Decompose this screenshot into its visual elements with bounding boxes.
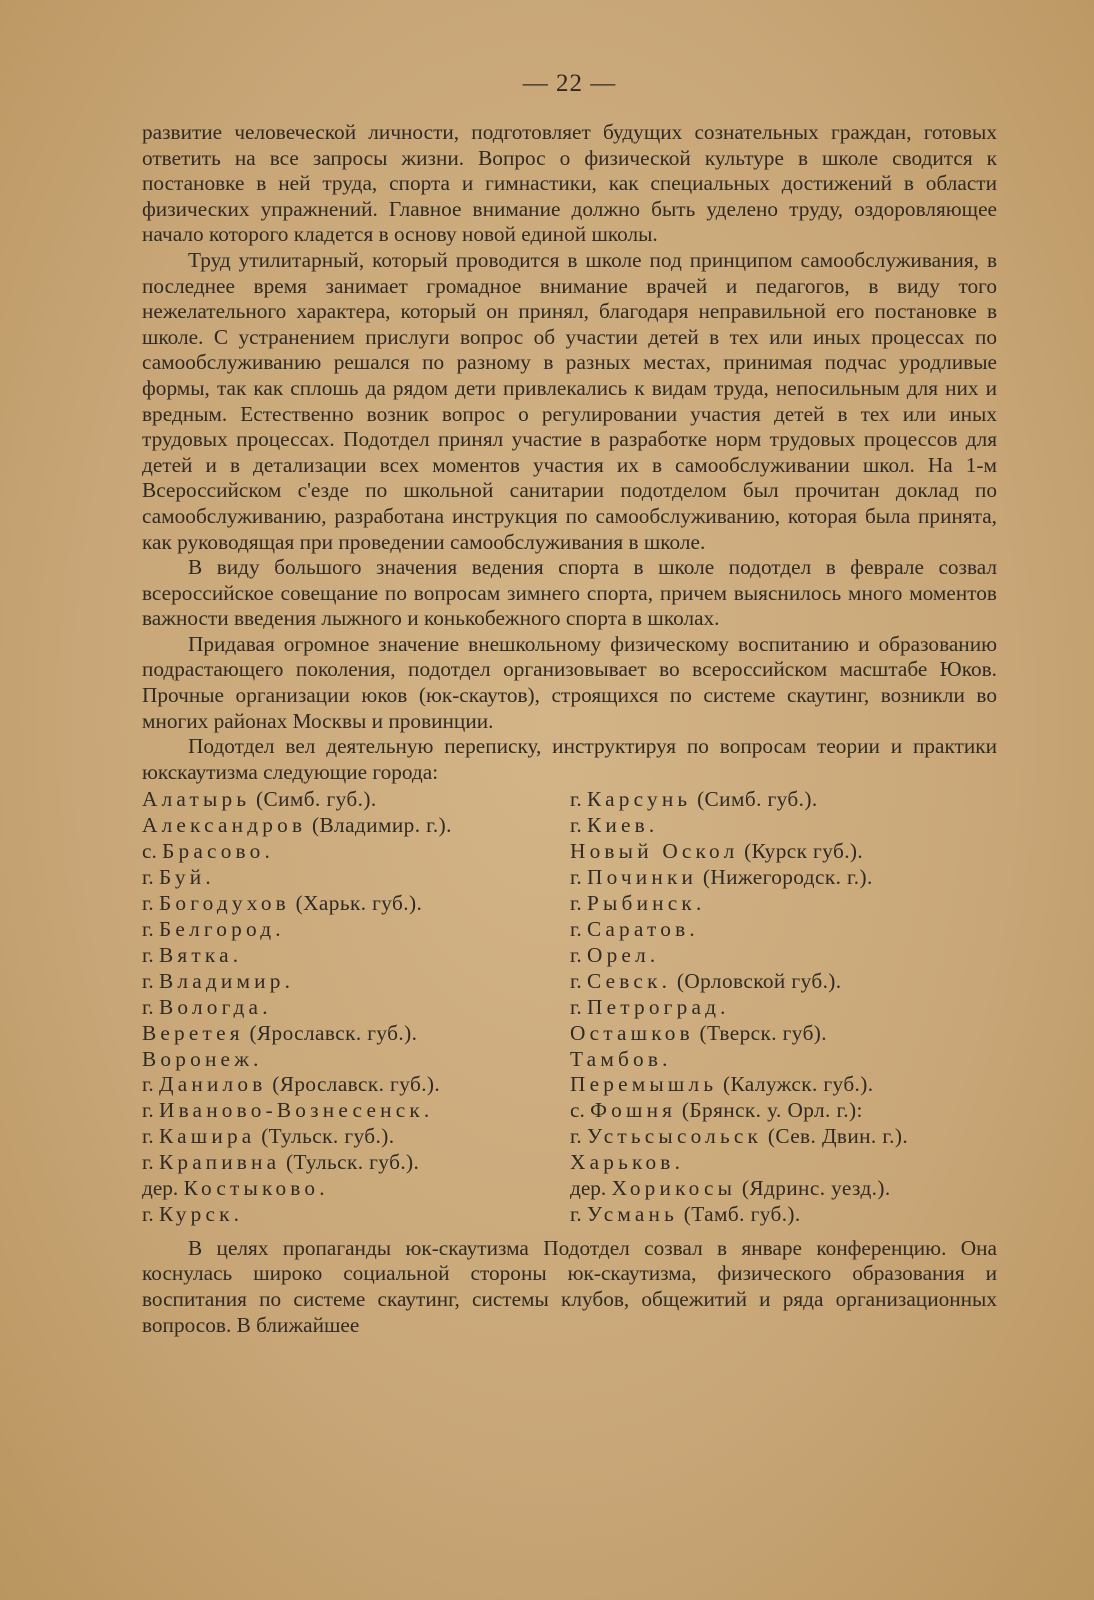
cities-list: [142, 787, 997, 1227]
city-name: Новый Оскол: [570, 839, 739, 864]
city-prefix: г.: [142, 1124, 159, 1149]
city-prefix: г.: [142, 865, 159, 890]
city-entry: [570, 917, 997, 943]
city-prefix: г.: [142, 1201, 159, 1226]
city-name: Петроград.: [586, 994, 730, 1019]
city-region: (Ярославск. губ.).: [266, 1072, 441, 1097]
cities-column-right: [570, 787, 997, 1227]
city-entry: [142, 1176, 570, 1202]
city-prefix: г.: [142, 968, 159, 993]
city-region: (Ярославск. губ.).: [243, 1020, 418, 1045]
city-name: Костыково.: [183, 1176, 329, 1201]
city-region: (Калужск. губ.).: [717, 1072, 874, 1097]
city-prefix: с.: [142, 839, 163, 864]
city-region: (Харьк. губ.).: [289, 891, 423, 916]
city-name: Севск.: [586, 968, 672, 993]
document-page: [142, 70, 997, 1338]
city-entry: [142, 813, 570, 839]
city-entry: [142, 917, 570, 943]
paragraph: Труд утилитарный, который проводится в школе под принципом самообслуживания, в последнее время занимает громадное внимание врачей и педагогов, в виду того нежелательного характера, который он принял, благодаря неправильной его постановке в школе. С устранением прислуги вопрос об участии детей в тех или иных процессах по самообслуживанию решался по разному в разных местах, принимая подчас уродливые формы, так как сплошь да рядом дети привлекались к видам труда, непосильным для них и вредным. Естественно возник вопрос о регулировании участия детей в тех или иных трудовых процессах. Подотдел принял участие в разработке норм трудовых процессов для детей и в детализации всех моментов участия их в самообслуживании школ. На 1-м Всероссийском с'езде по школьной санитарии подотделом был прочитан доклад по самообслуживанию, разработана инструкция по самообслуживанию, которая была принята, как руководящая при проведении самообслуживания в школе.: [142, 247, 997, 554]
city-region: (Орловской губ.).: [671, 968, 842, 993]
city-prefix: г.: [142, 891, 159, 916]
city-prefix: г.: [570, 787, 587, 812]
city-region: (Тульск. губ.).: [255, 1124, 395, 1149]
city-name: Орел.: [586, 942, 660, 967]
city-region: (Тамб. губ.).: [678, 1201, 801, 1226]
city-entry: [142, 865, 570, 891]
city-prefix: г.: [142, 916, 159, 941]
city-prefix: с.: [570, 1098, 591, 1123]
city-prefix: г.: [142, 1150, 159, 1175]
city-entry: [570, 891, 997, 917]
city-prefix: г.: [142, 1072, 159, 1097]
text-body-bottom: [142, 1236, 997, 1338]
city-prefix: г.: [570, 942, 587, 967]
text-body-top: [142, 120, 997, 785]
city-name: Белгород.: [158, 916, 285, 941]
city-entry: [570, 865, 997, 891]
city-entry: [570, 969, 997, 995]
city-name: Кашира: [158, 1124, 256, 1149]
city-entry: [570, 1202, 997, 1228]
paragraph: развитие человеческой личности, подготовляет будущих сознательных граждан, готовых ответить на все запросы жизни. Вопрос о физической культуре в школе сводится к постановке в ней труда, спорта и гимнастики, как специальных достижений в области физических упражнений. Главное внимание должно быть уделено труду, оздоровляющее начало которого кладется в основу новой единой школы.: [142, 120, 997, 247]
city-entry: [570, 1072, 997, 1098]
city-region: (Тульск. губ.).: [280, 1150, 420, 1175]
city-name: Александров: [142, 813, 307, 838]
city-prefix: г.: [570, 891, 587, 916]
city-name: Воронеж.: [142, 1046, 263, 1071]
city-name: Богодухов: [158, 891, 290, 916]
city-entry: [142, 1202, 570, 1228]
city-name: Рыбинск.: [586, 891, 706, 916]
paragraph: В виду большого значения ведения спорта в школе подотдел в феврале созвал всероссийское совещание по вопросам зимнего спорта, причем выяснилось много моментов важности введения лыжного и конькобежного спорта в школах.: [142, 555, 997, 631]
city-entry: [570, 1021, 997, 1047]
city-name: Тамбов.: [570, 1046, 672, 1071]
city-name: Саратов.: [586, 916, 699, 941]
city-prefix: г.: [570, 813, 587, 838]
city-region: (Симб. губ.).: [250, 787, 377, 812]
city-prefix: г.: [142, 1098, 159, 1123]
city-name: Вологда.: [158, 994, 272, 1019]
city-name: Данилов: [158, 1072, 267, 1097]
city-entry: [142, 969, 570, 995]
city-entry: [142, 1072, 570, 1098]
paragraph: Придавая огромное значение внешкольному физическому воспитанию и образованию подрастающего поколения, подотдел организовывает во всероссийском масштабе Юков. Прочные организации юков (юк-скаутов), строящихся по системе скаутинг, возникли во многих районах Москвы и провинции.: [142, 631, 997, 733]
city-prefix: г.: [570, 865, 587, 890]
city-name: Перемышль: [570, 1072, 718, 1097]
city-entry: [570, 787, 997, 813]
city-prefix: г.: [570, 968, 587, 993]
city-entry: [142, 891, 570, 917]
city-prefix: г.: [570, 1201, 587, 1226]
city-name: Вятка.: [158, 942, 243, 967]
city-name: Веретея: [142, 1020, 244, 1045]
city-region: (Брянск. у. Орл. г.):: [676, 1098, 863, 1123]
city-name: Брасово.: [162, 839, 275, 864]
city-name: Починки: [586, 865, 698, 890]
city-name: Карсунь: [586, 787, 692, 812]
city-entry: [142, 943, 570, 969]
city-region: (Нижегородск. г.).: [697, 865, 873, 890]
city-name: Иваново-Вознесенск.: [158, 1098, 434, 1123]
city-region: (Курск губ.).: [738, 839, 864, 864]
city-entry: [142, 1150, 570, 1176]
city-entry: [570, 839, 997, 865]
city-entry: [570, 1047, 997, 1073]
city-name: Устьсысольск: [586, 1124, 763, 1149]
city-entry: [570, 1176, 997, 1202]
city-entry: [570, 1098, 997, 1124]
city-entry: [142, 839, 570, 865]
city-entry: [142, 1124, 570, 1150]
paragraph: В целях пропаганды юк-скаутизма Подотдел созвал в январе конференцию. Она коснулась широко социальной стороны юк-скаутизма, физического образования и воспитания по системе скаутинг, системы клубов, общежитий и ряда организационных вопросов. В ближайшее: [142, 1235, 997, 1337]
city-region: (Владимир. г.).: [306, 813, 452, 838]
city-name: Алатырь: [142, 787, 251, 812]
city-entry: [142, 1047, 570, 1073]
city-prefix: г.: [142, 994, 159, 1019]
city-entry: [570, 943, 997, 969]
city-name: Курск.: [158, 1201, 244, 1226]
city-name: Фошня: [590, 1098, 677, 1123]
city-region: (Симб. губ.).: [691, 787, 818, 812]
city-entry: [142, 995, 570, 1021]
city-name: Владимир.: [158, 968, 295, 993]
city-entry: [570, 1124, 997, 1150]
city-prefix: г.: [142, 942, 159, 967]
city-name: Усмань: [586, 1201, 679, 1226]
city-entry: [142, 1021, 570, 1047]
city-name: Харьков.: [570, 1150, 685, 1175]
city-name: Буй.: [158, 865, 215, 890]
paragraph: Подотдел вел деятельную переписку, инструктируя по вопросам теории и практики юкскаутизма следующие города:: [142, 734, 997, 784]
cities-column-left: [142, 787, 570, 1227]
city-name: Осташков: [570, 1020, 694, 1045]
city-name: Хорикосы: [611, 1176, 737, 1201]
city-name: Киев.: [586, 813, 659, 838]
city-region: (Ядринс. уезд.).: [736, 1176, 891, 1201]
city-prefix: г.: [570, 1124, 587, 1149]
city-entry: [570, 1150, 997, 1176]
page-number: — 22 —: [522, 70, 617, 97]
city-prefix: г.: [570, 994, 587, 1019]
city-entry: [142, 1098, 570, 1124]
city-region: (Тверск. губ).: [693, 1020, 828, 1045]
city-entry: [142, 787, 570, 813]
city-prefix: дер.: [570, 1176, 612, 1201]
city-entry: [570, 995, 997, 1021]
city-prefix: дер.: [142, 1176, 184, 1201]
city-entry: [570, 813, 997, 839]
city-name: Крапивна: [158, 1150, 281, 1175]
city-region: (Сев. Двин. г.).: [762, 1124, 909, 1149]
city-prefix: г.: [570, 916, 587, 941]
